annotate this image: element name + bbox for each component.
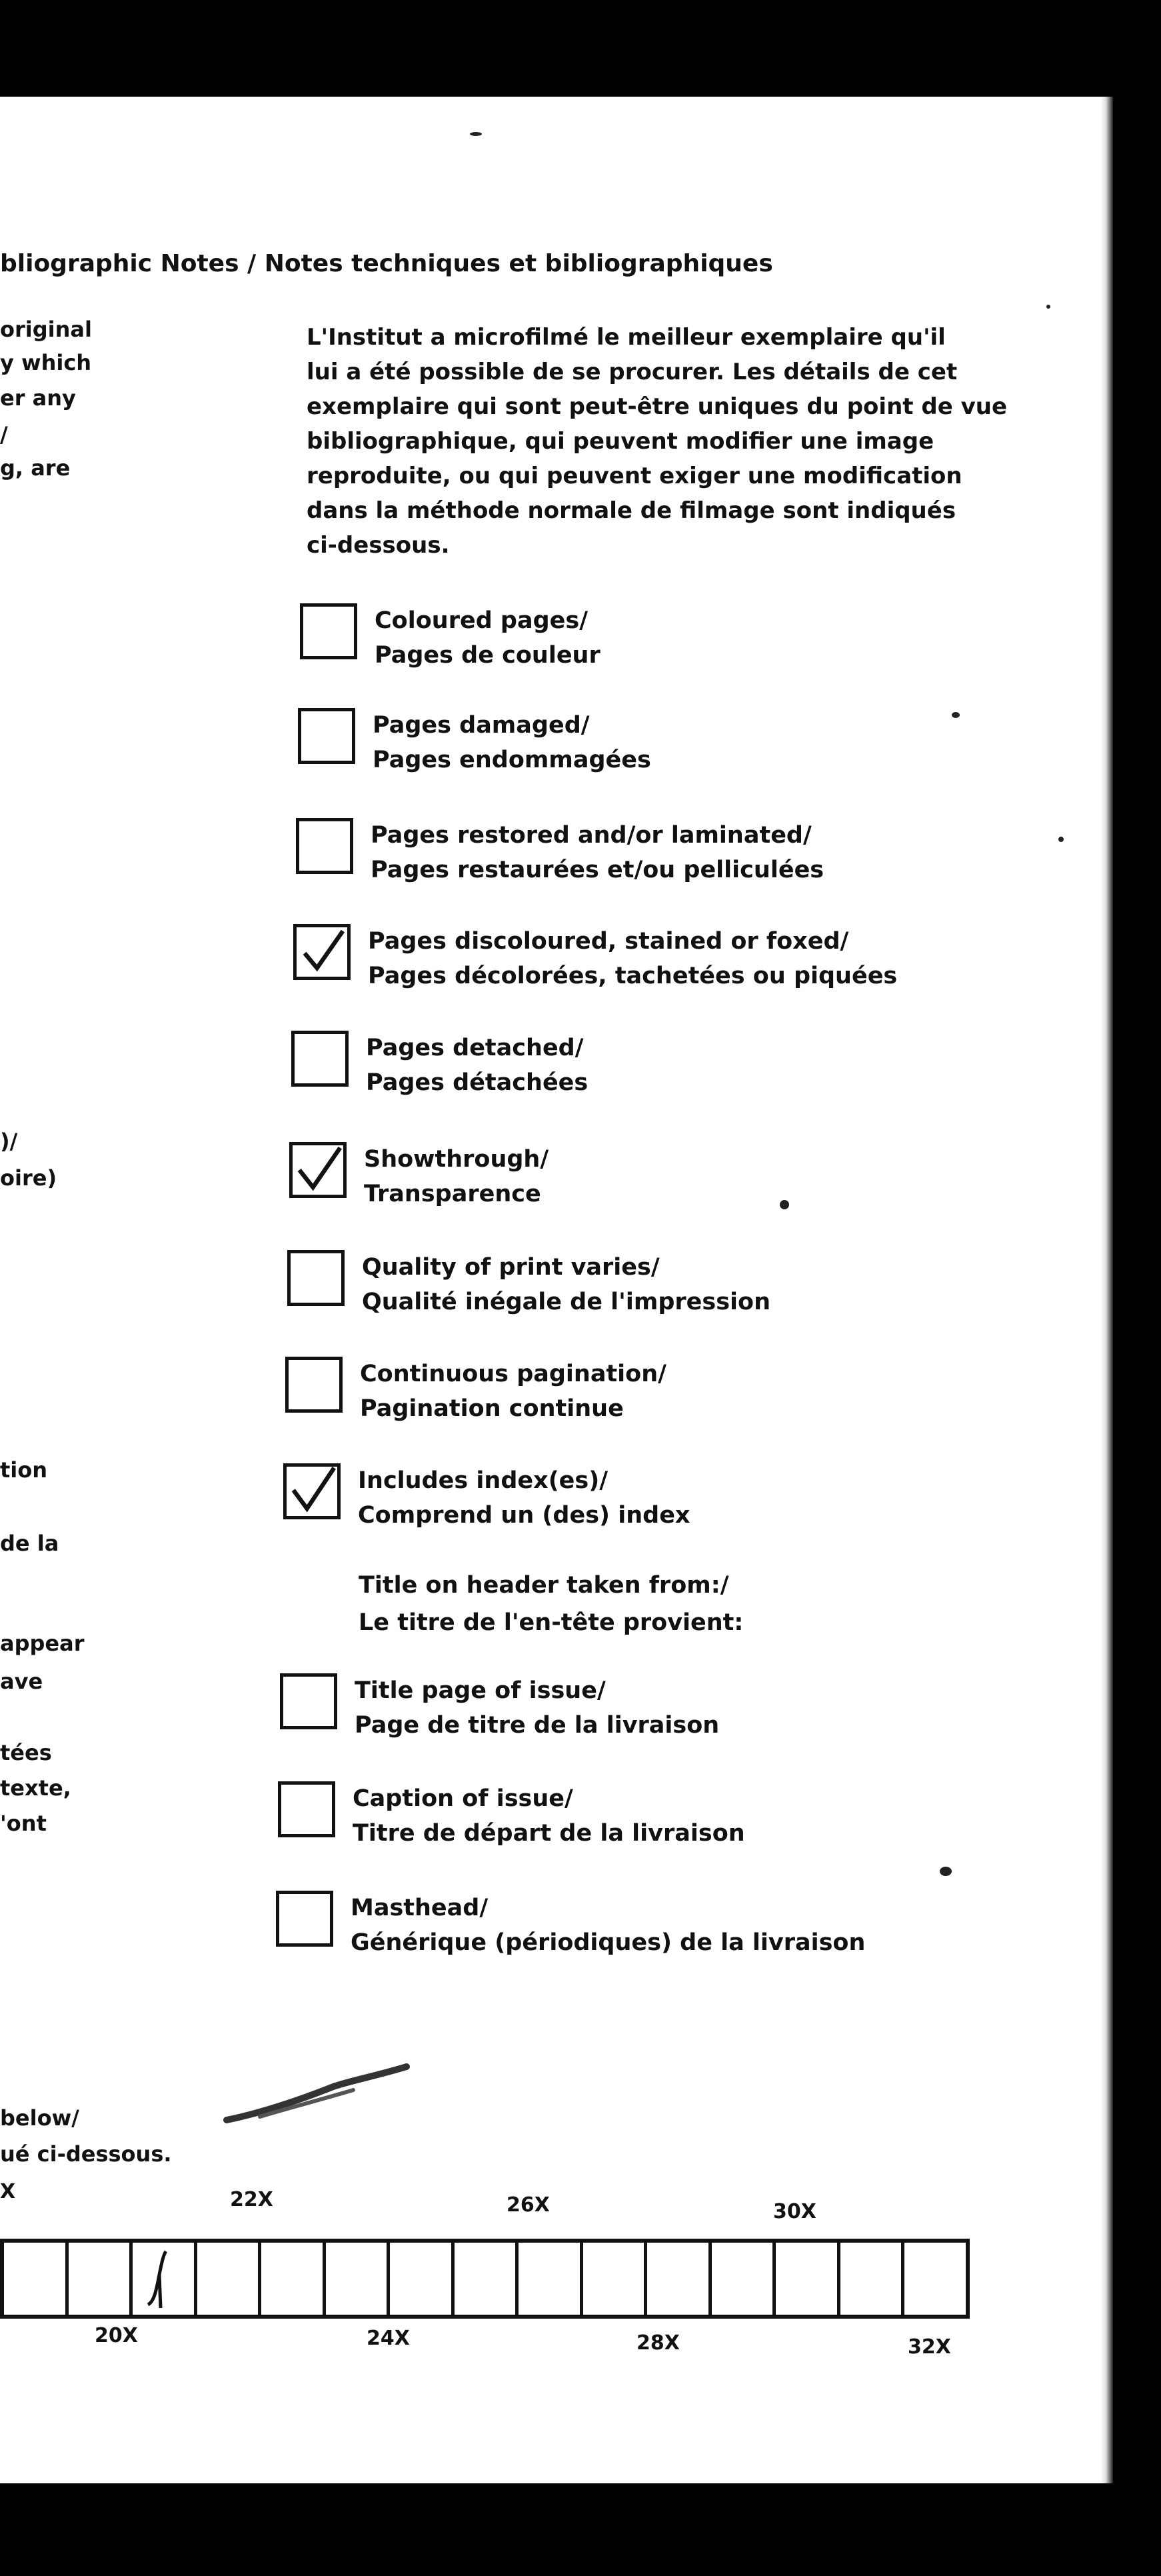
checklist-item-pages-damaged — [298, 708, 651, 777]
checklist-item-pages-discoloured — [293, 924, 897, 993]
scale-cell — [455, 2243, 519, 2315]
scale-cell — [69, 2243, 133, 2315]
scale-label-top: 26X — [507, 2193, 550, 2217]
item-label-en: Showthrough/ — [364, 1146, 549, 1173]
reduction-note-line: below/ — [0, 2105, 79, 2131]
checklist-item-caption-of-issue — [278, 1781, 745, 1851]
scale-cell — [4, 2243, 69, 2315]
intro-line: reproduite, ou qui peuvent exiger une modification — [307, 463, 962, 489]
scale-cell — [840, 2243, 905, 2315]
item-label-en: Pages restored and/or laminated/ — [371, 822, 812, 849]
checklist-item-includes-index — [283, 1463, 690, 1533]
left-fragment: appear — [0, 1631, 85, 1656]
speck — [780, 1200, 789, 1209]
intro-line: exemplaire qui sont peut-être uniques du point de vue — [307, 393, 1008, 420]
checkbox[interactable] — [285, 1357, 343, 1413]
left-fragment: 'ont — [0, 1811, 47, 1836]
item-label-en: Continuous pagination/ — [360, 1361, 666, 1387]
title-header-note — [359, 1567, 743, 1641]
item-label-fr: Comprend un (des) index — [358, 1502, 690, 1529]
scale-cell — [390, 2243, 455, 2315]
checklist-item-coloured-pages — [300, 603, 600, 673]
left-fragment: / — [0, 422, 8, 447]
left-fragment: g, are — [0, 455, 71, 481]
checklist-item-quality-of-print — [287, 1250, 770, 1319]
reduction-note — [0, 2100, 172, 2172]
item-label-fr: Transparence — [364, 1181, 541, 1207]
scale-cell — [197, 2243, 262, 2315]
left-fragment: y which — [0, 350, 92, 375]
checkbox[interactable] — [278, 1781, 335, 1837]
speck — [952, 712, 960, 718]
intro-paragraph — [307, 320, 1008, 563]
intro-line: bibliographique, qui peuvent modifier une image — [307, 428, 934, 455]
checkbox[interactable] — [276, 1891, 333, 1947]
checklist-item-pages-detached — [291, 1031, 588, 1100]
intro-line: L'Institut a microfilmé le meilleur exemplaire qu'il — [307, 324, 946, 351]
scale-label-top: 30X — [773, 2200, 816, 2223]
checkbox[interactable] — [298, 708, 355, 764]
left-fragment: tion — [0, 1457, 48, 1483]
scale-cell — [519, 2243, 583, 2315]
checkbox[interactable] — [289, 1142, 347, 1198]
scale-label-top: X — [0, 2180, 16, 2203]
item-label-fr: Pagination continue — [360, 1395, 624, 1422]
item-label-fr: Titre de départ de la livraison — [353, 1820, 745, 1847]
item-label-en: Coloured pages/ — [375, 607, 588, 634]
item-label-fr: Pages décolorées, tachetées ou piquées — [368, 963, 898, 989]
item-label-en: Includes index(es)/ — [358, 1467, 608, 1494]
checkbox[interactable] — [280, 1673, 337, 1729]
intro-line: dans la méthode normale de filmage sont indiqués — [307, 497, 956, 524]
scale-cell — [583, 2243, 648, 2315]
left-fragment: )/ — [0, 1129, 18, 1154]
checkmark-icon — [297, 927, 347, 977]
item-label-fr: Page de titre de la livraison — [355, 1712, 720, 1739]
speck — [1058, 837, 1064, 842]
speck — [470, 132, 482, 136]
speck — [1046, 305, 1050, 309]
checkbox[interactable] — [287, 1250, 345, 1306]
scale-label-bottom: 28X — [636, 2331, 680, 2355]
left-fragment: texte, — [0, 1775, 71, 1801]
scale-cell — [326, 2243, 391, 2315]
item-label-fr: Générique (périodiques) de la livraison — [351, 1929, 866, 1956]
checklist-item-showthrough — [289, 1142, 549, 1211]
checkbox[interactable] — [300, 603, 357, 659]
left-fragment: ave — [0, 1669, 43, 1694]
reduction-scale — [0, 2239, 970, 2319]
reduction-note-line: ué ci-dessous. — [0, 2141, 172, 2167]
checkbox[interactable] — [283, 1463, 341, 1519]
scale-cell — [133, 2243, 197, 2315]
scale-label-top: 22X — [230, 2188, 273, 2211]
item-label-fr: Pages restaurées et/ou pelliculées — [371, 857, 824, 883]
tick-mark-icon — [145, 2248, 178, 2311]
item-label-en: Pages damaged/ — [373, 712, 590, 739]
left-fragment: tées — [0, 1740, 52, 1765]
checkmark-icon — [287, 1467, 337, 1516]
ink-smudge — [220, 2053, 420, 2133]
checkbox[interactable] — [293, 924, 351, 980]
note-en: Title on header taken from:/ — [359, 1572, 729, 1599]
scale-label-bottom: 24X — [367, 2327, 410, 2350]
item-label-en: Pages discoloured, stained or foxed/ — [368, 928, 849, 955]
intro-line: lui a été possible de se procurer. Les détails de cet — [307, 359, 958, 385]
checkbox[interactable] — [296, 818, 353, 874]
left-fragment: er any — [0, 385, 76, 411]
note-fr: Le titre de l'en-tête provient: — [359, 1609, 744, 1636]
intro-line: ci-dessous. — [307, 532, 450, 559]
left-fragment: de la — [0, 1531, 59, 1556]
page-title: bliographic Notes / Notes techniques et bibliographiques — [0, 250, 773, 277]
left-fragment: oire) — [0, 1165, 57, 1191]
scale-cell — [904, 2243, 966, 2315]
scale-cell — [712, 2243, 776, 2315]
page-edge-shadow — [1101, 97, 1113, 2483]
item-label-fr: Qualité inégale de l'impression — [362, 1289, 771, 1315]
checklist-item-pages-restored — [296, 818, 824, 887]
scale-label-bottom: 32X — [908, 2335, 951, 2359]
checkmark-icon — [293, 1145, 343, 1195]
checklist-item-masthead — [276, 1891, 865, 1960]
item-label-fr: Pages endommagées — [373, 747, 651, 773]
scale-cell — [261, 2243, 326, 2315]
item-label-en: Masthead/ — [351, 1895, 489, 1921]
checkbox[interactable] — [291, 1031, 349, 1087]
item-label-en: Caption of issue/ — [353, 1785, 573, 1812]
item-label-fr: Pages de couleur — [375, 642, 600, 669]
checklist-item-continuous-pagination — [285, 1357, 666, 1426]
item-label-en: Pages detached/ — [366, 1035, 584, 1061]
item-label-en: Quality of print varies/ — [362, 1254, 660, 1281]
scale-cell — [647, 2243, 712, 2315]
checklist-item-title-page-of-issue — [280, 1673, 719, 1743]
scale-cell — [776, 2243, 840, 2315]
speck — [940, 1867, 952, 1876]
item-label-en: Title page of issue/ — [355, 1677, 606, 1704]
scale-label-bottom: 20X — [95, 2324, 138, 2347]
item-label-fr: Pages détachées — [366, 1069, 588, 1096]
left-fragment: original — [0, 317, 92, 342]
